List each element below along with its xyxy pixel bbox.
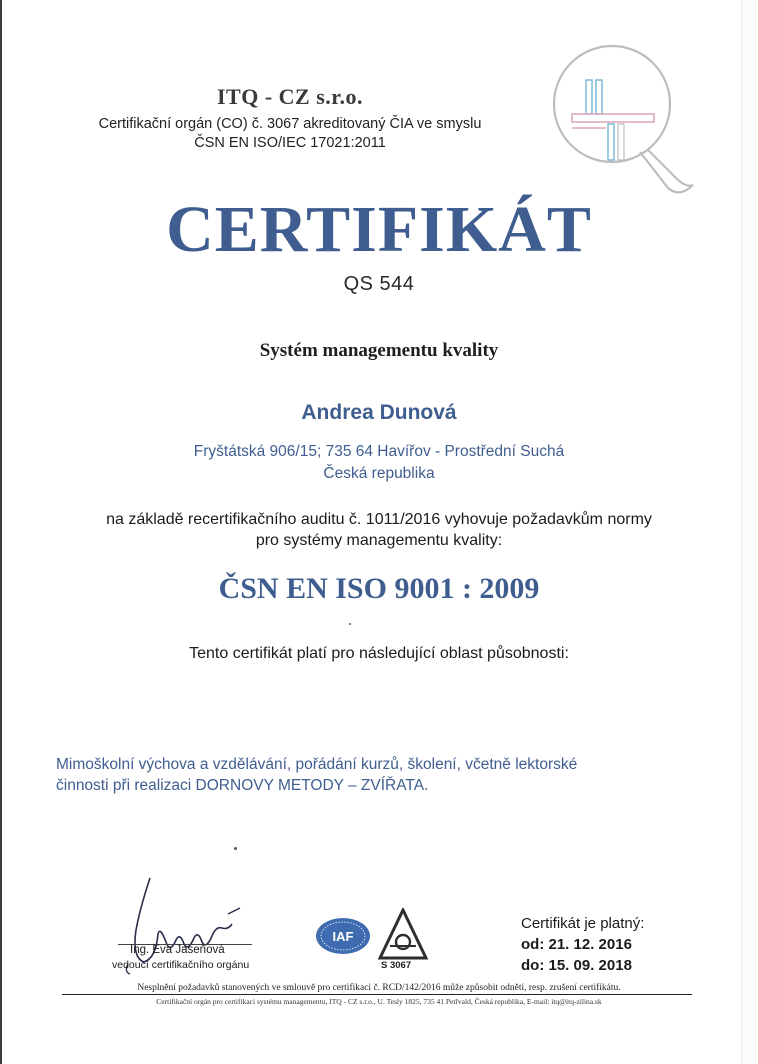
scope-intro: Tento certifikát platí pro následující oblast působnosti: — [189, 645, 569, 662]
valid-from — [521, 934, 644, 955]
signatory-name: Ing. Eva Jaseňová — [130, 944, 225, 956]
footer-issuer-address: Certifikační orgán pro certifikaci systému managementu, ITQ - CZ s.r.o., U. Tesly 1825, 735 41 Petřvald, Česká republika, E-mail: itq@itq-zilina.sk — [156, 997, 602, 1006]
paper-speck — [349, 623, 351, 625]
certification-basis — [0, 509, 758, 551]
iaf-mark-icon — [314, 916, 372, 956]
holder-address-line1: Fryštátská 906/15; 735 64 Havířov - Prostřední Suchá — [193, 443, 565, 460]
holder-address — [0, 441, 758, 485]
itq-logo-icon — [548, 40, 698, 200]
holder-address-line2: Česká republika — [323, 465, 435, 482]
management-system-name: Systém managementu kvality — [259, 340, 499, 361]
valid-from-label: od: — [521, 936, 545, 953]
footer-divider — [62, 994, 692, 995]
scope-line2: činnosti při realizaci DORNOVY METODY – ZVÍŘATA. — [56, 777, 429, 794]
basis-line1: na základě recertifikačního auditu č. 1011/2016 vyhovuje požadavkům normy — [106, 511, 652, 528]
issuer-accreditation-line2: ČSN EN ISO/IEC 17021:2011 — [194, 135, 386, 151]
basis-line2: pro systémy managementu kvality: — [255, 532, 503, 549]
signatory-role: vedoucí certifikačního orgánu — [112, 959, 250, 971]
scope-description — [56, 754, 684, 796]
holder-name: Andrea Dunová — [301, 401, 457, 424]
valid-to-date: 15. 09. 2018 — [548, 957, 632, 974]
valid-from-date: 21. 12. 2016 — [548, 936, 632, 953]
valid-to-label: do: — [521, 957, 545, 974]
certificate-number: QS 544 — [343, 273, 415, 295]
issuer-header — [60, 84, 520, 151]
issuer-accreditation-line1: Certifikační orgán (CO) č. 3067 akreditovaný ČIA ve smyslu — [98, 116, 482, 132]
iaf-label: IAF — [332, 929, 354, 944]
accreditation-triangle-icon — [378, 908, 428, 964]
paper-speck — [234, 847, 237, 850]
validity-block — [521, 913, 644, 976]
standard-reference: ČSN EN ISO 9001 : 2009 — [218, 572, 540, 605]
valid-to — [521, 955, 644, 976]
validity-heading: Certifikát je platný: — [521, 915, 645, 932]
scope-line1: Mimoškolní výchova a vzdělávání, pořádání kurzů, školení, včetně lektorské — [56, 756, 578, 773]
issuer-name: ITQ - CZ s.r.o. — [216, 84, 364, 109]
footer-notice: Nesplnění požadavků stanovených ve smlouvě pro certifikaci č. RCD/142/2016 může způsobit odnětí, resp. zrušení certifikátu. — [137, 983, 621, 993]
certificate-title: CERTIFIKÁT — [166, 193, 592, 266]
accreditation-code: S 3067 — [381, 960, 412, 971]
